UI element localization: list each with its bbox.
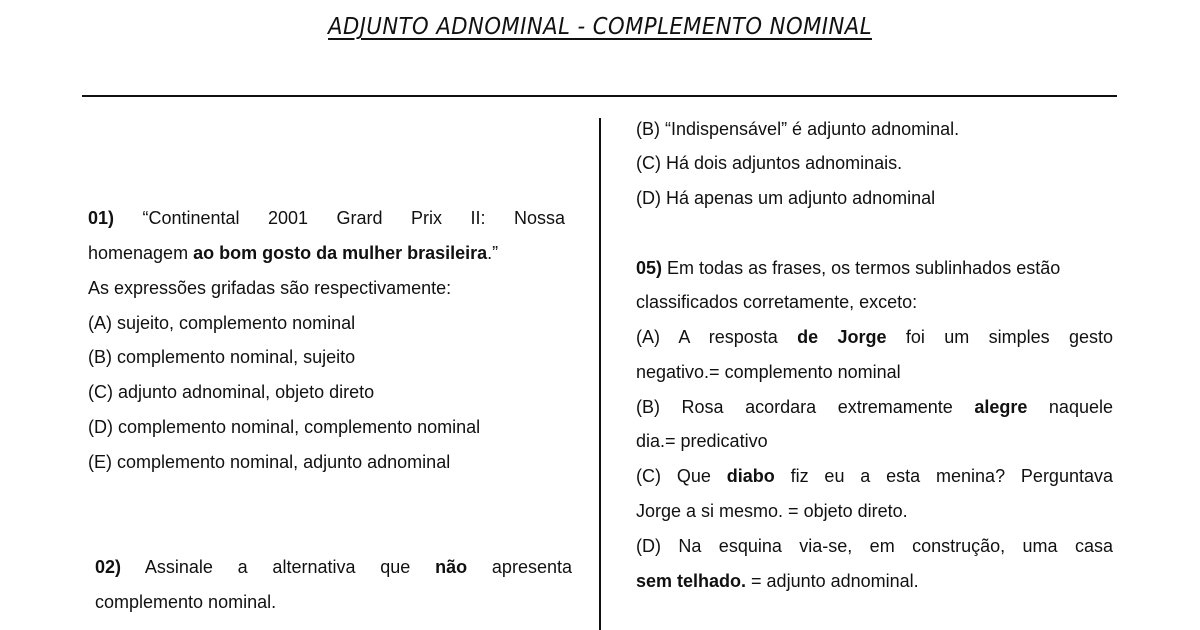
- column-divider: [599, 118, 601, 630]
- q01-option-b: (B) complemento nominal, sujeito: [88, 347, 356, 367]
- q05-option-d-line2: [636, 570, 919, 592]
- q05-line1: [636, 257, 1060, 279]
- horizontal-divider: [82, 95, 1117, 97]
- q01-highlight: ao bom gosto da mulher brasileira: [193, 243, 488, 263]
- q02-highlight: não: [435, 557, 468, 577]
- q01-text: “Continental 2001 Grard Prix II: Nossa: [142, 208, 565, 228]
- q05-c-text: (C) Que: [636, 466, 711, 486]
- q01-text2: homenagem: [88, 243, 194, 263]
- q04-option-b: (B) “Indispensável” é adjunto adnominal.: [636, 119, 960, 139]
- q05-option-b-line2: dia.= predicativo: [636, 431, 768, 451]
- q01-option-a: (A) sujeito, complemento nominal: [88, 313, 356, 333]
- q04-option-d: (D) Há apenas um adjunto adnominal: [636, 188, 936, 208]
- q01-number: 01): [88, 208, 115, 228]
- q02-text: Assinale a alternativa que: [144, 557, 411, 577]
- q01-option-e: (E) complemento nominal, adjunto adnominal: [88, 452, 451, 472]
- q05-option-a: [636, 326, 1113, 348]
- q05-b-highlight: alegre: [974, 397, 1028, 417]
- page-title: ADJUNTO ADNOMINAL - COMPLEMENTO NOMINAL: [328, 14, 872, 40]
- q05-option-c: [636, 465, 1113, 487]
- q05-line2: classificados corretamente, exceto:: [636, 292, 918, 312]
- q05-option-b: [636, 396, 1113, 418]
- q01-text3: .”: [487, 243, 499, 263]
- q05-option-a-line2: negativo.= complemento nominal: [636, 362, 901, 382]
- q01-option-c: (C) adjunto adnominal, objeto direto: [88, 382, 375, 402]
- q05-b-text2: naquele: [1048, 397, 1113, 417]
- q05-a-highlight: de Jorge: [797, 327, 887, 347]
- q01-line2: [88, 242, 498, 264]
- q05-option-c-line2: Jorge a si mesmo. = objeto direto.: [636, 501, 908, 521]
- q05-c-highlight: diabo: [726, 466, 775, 486]
- q02-number: 02): [95, 557, 122, 577]
- q02-text2: apresenta: [491, 557, 572, 577]
- q01-line1: [88, 207, 565, 229]
- q02-line1: [95, 556, 572, 578]
- q05-option-d: (D) Na esquina via-se, em construção, uma casa: [636, 536, 1113, 556]
- q05-text: Em todas as frases, os termos sublinhados estão: [667, 258, 1061, 278]
- q02-line2: complemento nominal.: [95, 592, 277, 612]
- q05-number: 05): [636, 258, 663, 278]
- q05-c-text2: fiz eu a esta menina? Perguntava: [790, 466, 1113, 486]
- q05-a-text: (A) A resposta: [636, 327, 778, 347]
- q05-b-text: (B) Rosa acordara extremamente: [636, 397, 953, 417]
- q04-option-c: (C) Há dois adjuntos adnominais.: [636, 153, 903, 173]
- q05-d-text: = adjunto adnominal.: [746, 571, 919, 591]
- q05-d-highlight: sem telhado.: [636, 571, 747, 591]
- q05-a-text2: foi um simples gesto: [905, 327, 1113, 347]
- q01-option-d: (D) complemento nominal, complemento nominal: [88, 417, 481, 437]
- q01-prompt: As expressões grifadas são respectivamente:: [88, 278, 452, 298]
